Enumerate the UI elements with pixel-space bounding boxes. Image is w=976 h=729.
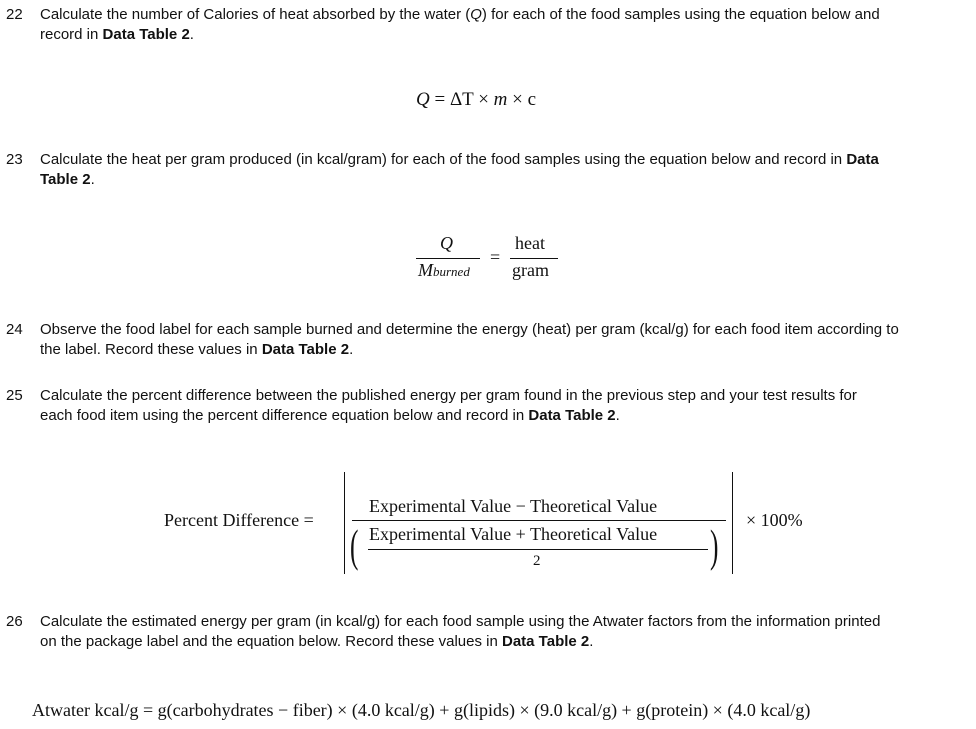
step-text: [40, 150, 970, 190]
step-line-1: Observe the food label for each sample burned and determine the energy (heat) per gram (kcal/g) for each food item according to: [40, 321, 899, 338]
step-number: 25: [6, 387, 23, 404]
pd-numerator: Experimental Value − Theoretical Value: [369, 496, 658, 516]
pd-denominator-top: Experimental Value + Theoretical Value: [369, 524, 658, 544]
fraction-bar-left: [416, 258, 480, 259]
step-line-1: Calculate the heat per gram produced (in kcal/gram) for each of the food samples using the equation below and record in Data: [40, 151, 879, 168]
step-line-1: Calculate the estimated energy per gram (in kcal/g) for each food sample using the Atwater factors from the information printed: [40, 613, 881, 630]
data-table-ref: Table 2: [40, 171, 91, 188]
paren-right: ): [710, 520, 719, 571]
fraction-denominator-m: Mburned: [418, 260, 470, 280]
pd-denominator-bottom: 2: [533, 553, 541, 569]
step-line-1: Calculate the percent difference between the published energy per gram found in the previous step and your test results for: [40, 387, 857, 404]
fraction-bar-right: [510, 258, 558, 259]
step-line-2: Table 2.: [40, 171, 95, 188]
data-table-ref: Data Table 2: [261, 341, 350, 358]
pd-inner-fraction-bar: [368, 549, 708, 550]
step-text: [40, 612, 970, 652]
step-text: [40, 5, 970, 45]
fraction-denominator-gram: gram: [512, 260, 549, 280]
fraction-numerator-q: Q: [440, 233, 453, 253]
q-variable: Q: [470, 6, 482, 23]
q-equation: Q = ΔT × m × c: [416, 89, 537, 110]
step-line-2: record in Data Table 2.: [40, 26, 194, 43]
step-line-2: on the package label and the equation below. Record these values in Data Table 2.: [40, 633, 594, 650]
step-number: 24: [6, 321, 23, 338]
step-number: 26: [6, 613, 23, 630]
data-table-ref: Data Table 2: [502, 633, 590, 650]
percent-difference-label: Percent Difference =: [164, 510, 314, 530]
pd-main-fraction-bar: [352, 520, 726, 521]
step-text: [40, 386, 970, 426]
fraction-numerator-heat: heat: [515, 233, 545, 253]
step-text: [40, 320, 970, 360]
atwater-equation: Atwater kcal/g = g(carbohydrates − fiber) × (4.0 kcal/g) + g(lipids) × (9.0 kcal/g) + g(protein) × (4.0 kcal/g): [32, 700, 811, 720]
step-line-2: the label. Record these values in Data Table 2.: [40, 341, 354, 358]
step-line-2: each food item using the percent difference equation below and record in Data Table 2.: [40, 407, 620, 424]
absolute-value-bar-left: [344, 472, 345, 574]
step-number: 22: [6, 6, 23, 23]
paren-left: (: [350, 520, 359, 571]
step-number: 23: [6, 151, 23, 168]
data-table-ref: Data Table 2: [528, 407, 616, 424]
absolute-value-bar-right: [732, 472, 733, 574]
pd-multiplier: × 100%: [746, 510, 803, 530]
data-table-ref: Data Table 2: [102, 26, 190, 43]
equals-sign: =: [490, 247, 501, 267]
step-line-1: Calculate the number of Calories of heat absorbed by the water (Q) for each of the food samples using the equation below and: [40, 6, 880, 23]
